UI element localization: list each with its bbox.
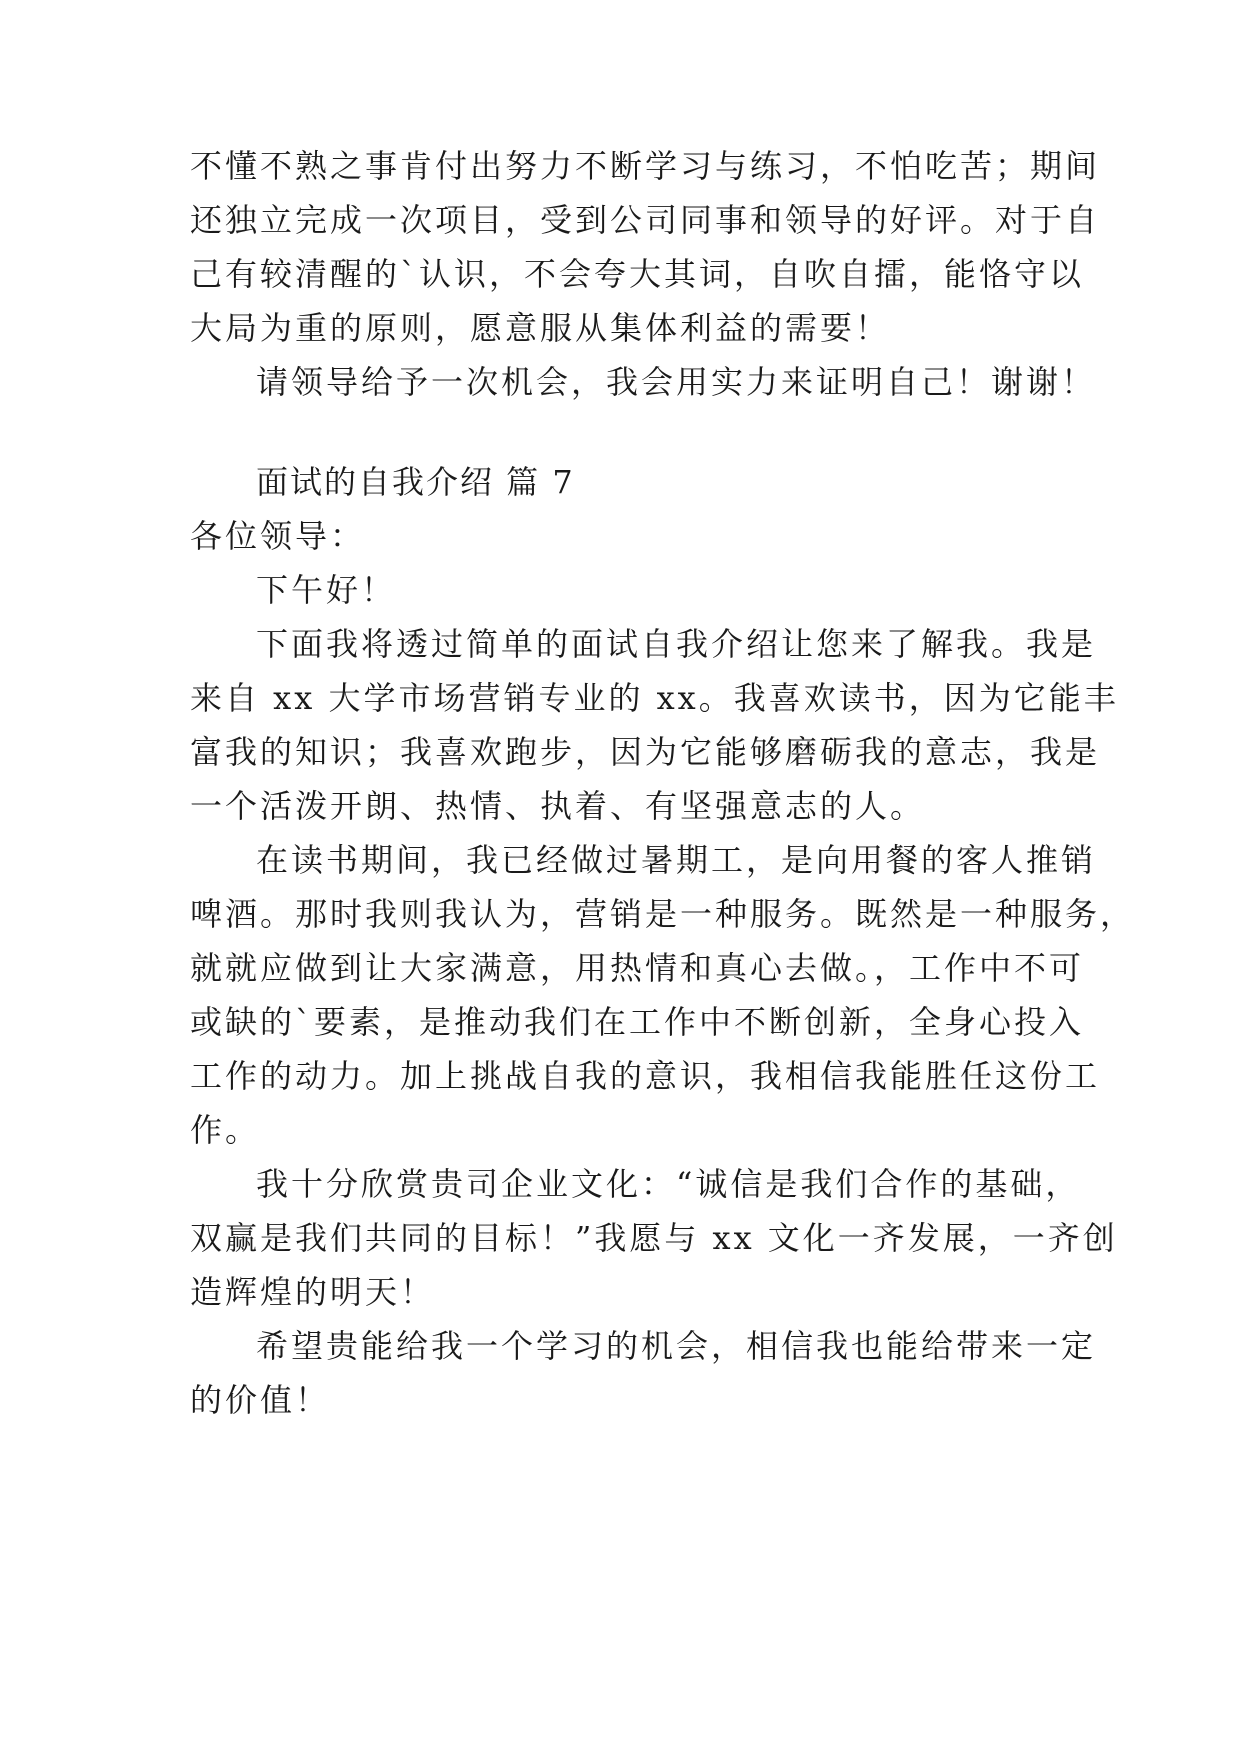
paragraph-line: 还独立完成一次项目，受到公司同事和领导的好评。对于自 [190, 201, 1101, 239]
section-title: 面试的自我介绍 篇 7 [256, 463, 575, 501]
paragraph-line: 希望贵能给我一个学习的机会，相信我也能给带来一定 [256, 1327, 1097, 1365]
paragraph-line: 作。 [190, 1111, 261, 1149]
greeting: 下午好！ [256, 571, 397, 609]
paragraph-line: 我十分欣赏贵司企业文化：“诚信是我们合作的基础， [256, 1165, 1081, 1203]
paragraph-line: 工作的动力。加上挑战自我的意识，我相信我能胜任这份工 [190, 1057, 1101, 1095]
paragraph-line: 请领导给予一次机会，我会用实力来证明自己！谢谢！ [256, 363, 1097, 401]
paragraph-line: 下面我将透过简单的面试自我介绍让您来了解我。我是 [256, 625, 1097, 663]
paragraph-line: 造辉煌的明天！ [190, 1273, 436, 1311]
paragraph-line: 不懂不熟之事肯付出努力不断学习与练习，不怕吃苦；期间 [190, 147, 1101, 185]
paragraph-line: 啤酒。那时我则我认为，营销是一种服务。既然是一种服务， [190, 895, 1136, 933]
paragraph-line: 大局为重的原则，愿意服从集体利益的需要！ [190, 309, 891, 347]
paragraph-line: 一个活泼开朗、热情、执着、有坚强意志的人。 [190, 787, 926, 825]
paragraph-line: 就就应做到让大家满意，用热情和真心去做。，工作中不可 [190, 949, 1085, 987]
salutation: 各位领导： [190, 517, 366, 555]
paragraph-line: 或缺的`要素，是推动我们在工作中不断创新，全身心投入 [190, 1003, 1085, 1041]
paragraph-line: 己有较清醒的`认识，不会夸大其词，自吹自擂，能恪守以 [190, 255, 1085, 293]
paragraph-line: 双赢是我们共同的目标！”我愿与 xx 文化一齐发展，一齐创 [190, 1219, 1118, 1257]
paragraph-line: 的价值！ [190, 1381, 331, 1419]
paragraph-line: 在读书期间，我已经做过暑期工，是向用餐的客人推销 [256, 841, 1097, 879]
paragraph-line: 来自 xx 大学市场营销专业的 xx。我喜欢读书，因为它能丰 [190, 679, 1119, 717]
paragraph-line: 富我的知识；我喜欢跑步，因为它能够磨砺我的意志，我是 [190, 733, 1101, 771]
